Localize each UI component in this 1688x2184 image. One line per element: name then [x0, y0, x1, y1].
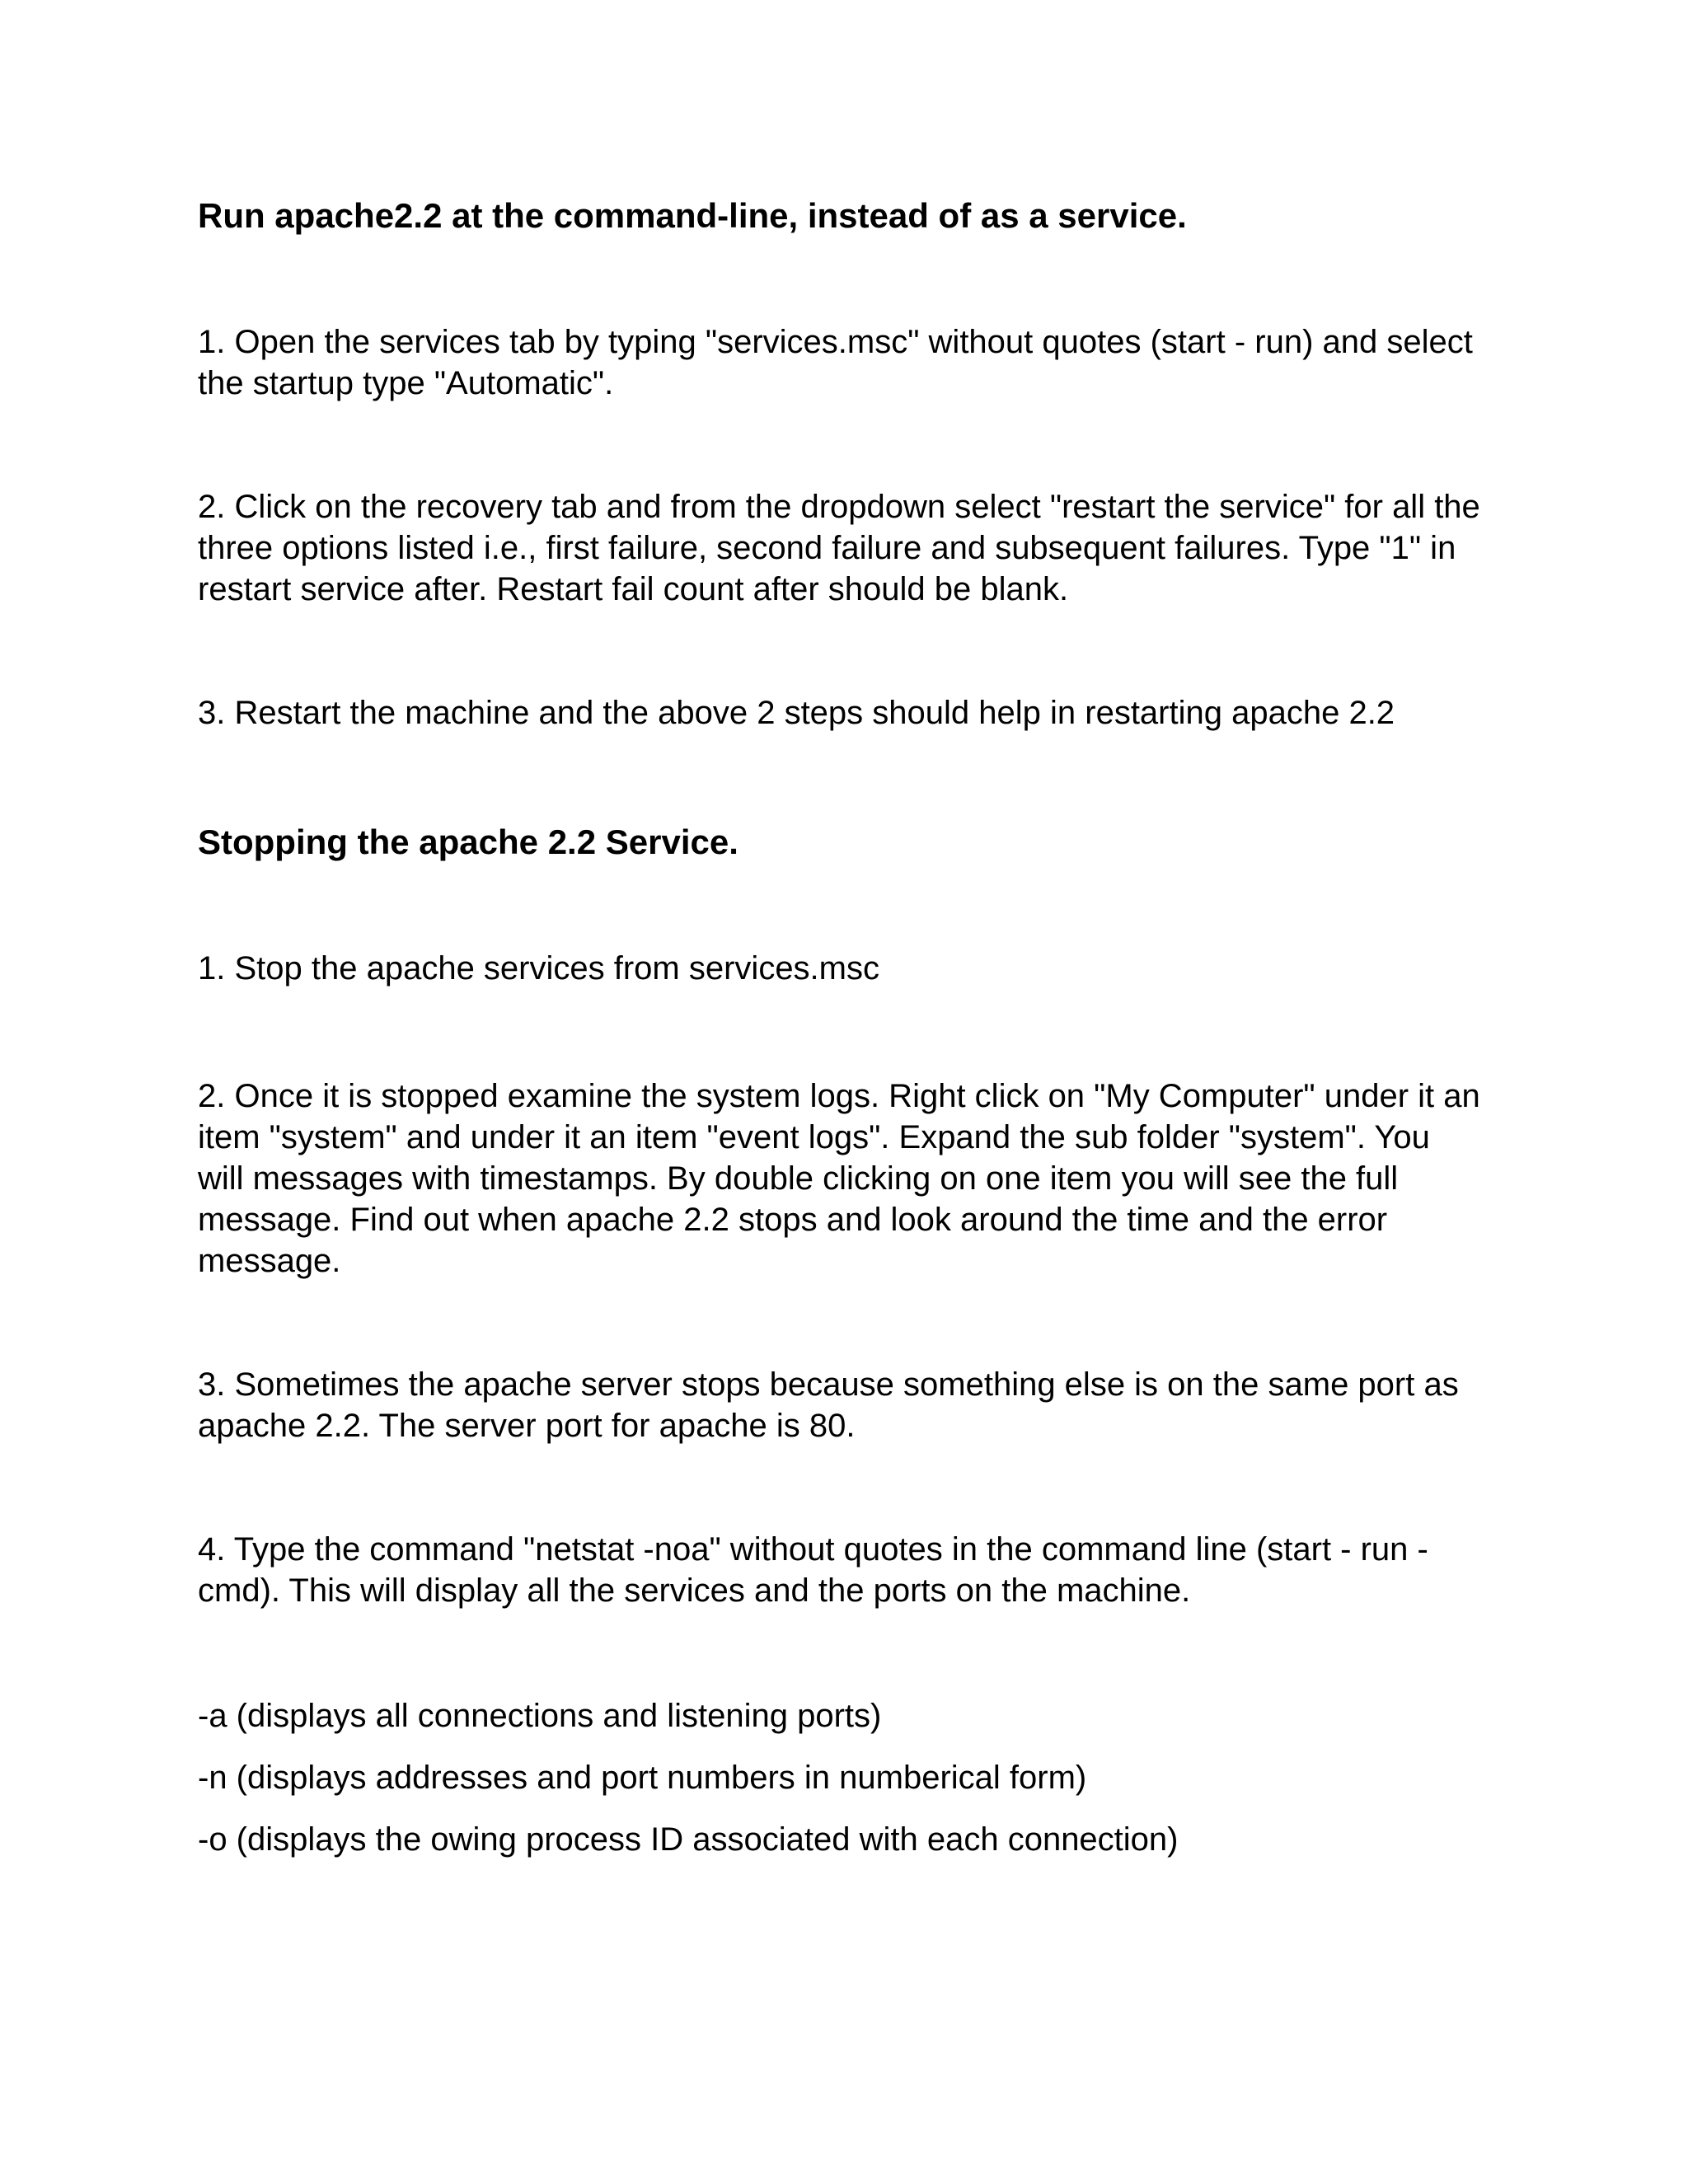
section-heading-run-apache: Run apache2.2 at the command-line, instead of as a service.	[198, 196, 1187, 235]
text-line: item "system" and under it an item "event logs". Expand the sub folder "system". You	[198, 1119, 1430, 1155]
netstat-option-a: -a (displays all connections and listening ports)	[198, 1698, 882, 1734]
text-line: 3. Sometimes the apache server stops because something else is on the same port as	[198, 1366, 1459, 1403]
netstat-option-n: -n (displays addresses and port numbers in numberical form)	[198, 1760, 1087, 1796]
stop-step-paragraph-1	[198, 948, 1517, 989]
text-line: 1. Stop the apache services from services.msc	[198, 950, 879, 987]
netstat-option-o: -o (displays the owing process ID associated with each connection)	[198, 1821, 1179, 1858]
text-line: 3. Restart the machine and the above 2 steps should help in restarting apache 2.2	[198, 695, 1395, 731]
text-line: 1. Open the services tab by typing "services.msc" without quotes (start - run) and select	[198, 324, 1473, 360]
section-heading-stopping-apache: Stopping the apache 2.2 Service.	[198, 823, 738, 861]
stop-step-paragraph-3	[198, 1364, 1517, 1446]
text-line: message.	[198, 1243, 341, 1279]
text-line: restart service after. Restart fail count after should be blank.	[198, 571, 1069, 607]
stop-step-paragraph-2	[198, 1076, 1517, 1282]
text-line: cmd). This will display all the services and the ports on the machine.	[198, 1572, 1191, 1609]
text-line: three options listed i.e., first failure, second failure and subsequent failures. Type "1" in	[198, 530, 1456, 566]
text-line: 4. Type the command "netstat -noa" without quotes in the command line (start - run -	[198, 1531, 1428, 1568]
text-line: message. Find out when apache 2.2 stops and look around the time and the error	[198, 1202, 1388, 1238]
stop-step-paragraph-4	[198, 1529, 1517, 1611]
text-line: apache 2.2. The server port for apache is 80.	[198, 1408, 856, 1444]
text-line: 2. Once it is stopped examine the system logs. Right click on "My Computer" under it an	[198, 1078, 1480, 1114]
text-line: will messages with timestamps. By double clicking on one item you will see the full	[198, 1160, 1399, 1197]
step-paragraph-3	[198, 692, 1517, 733]
step-paragraph-1	[198, 321, 1517, 404]
text-line: 2. Click on the recovery tab and from the dropdown select "restart the service" for all the	[198, 489, 1480, 525]
step-paragraph-2	[198, 486, 1517, 610]
text-line: the startup type "Automatic".	[198, 365, 614, 401]
